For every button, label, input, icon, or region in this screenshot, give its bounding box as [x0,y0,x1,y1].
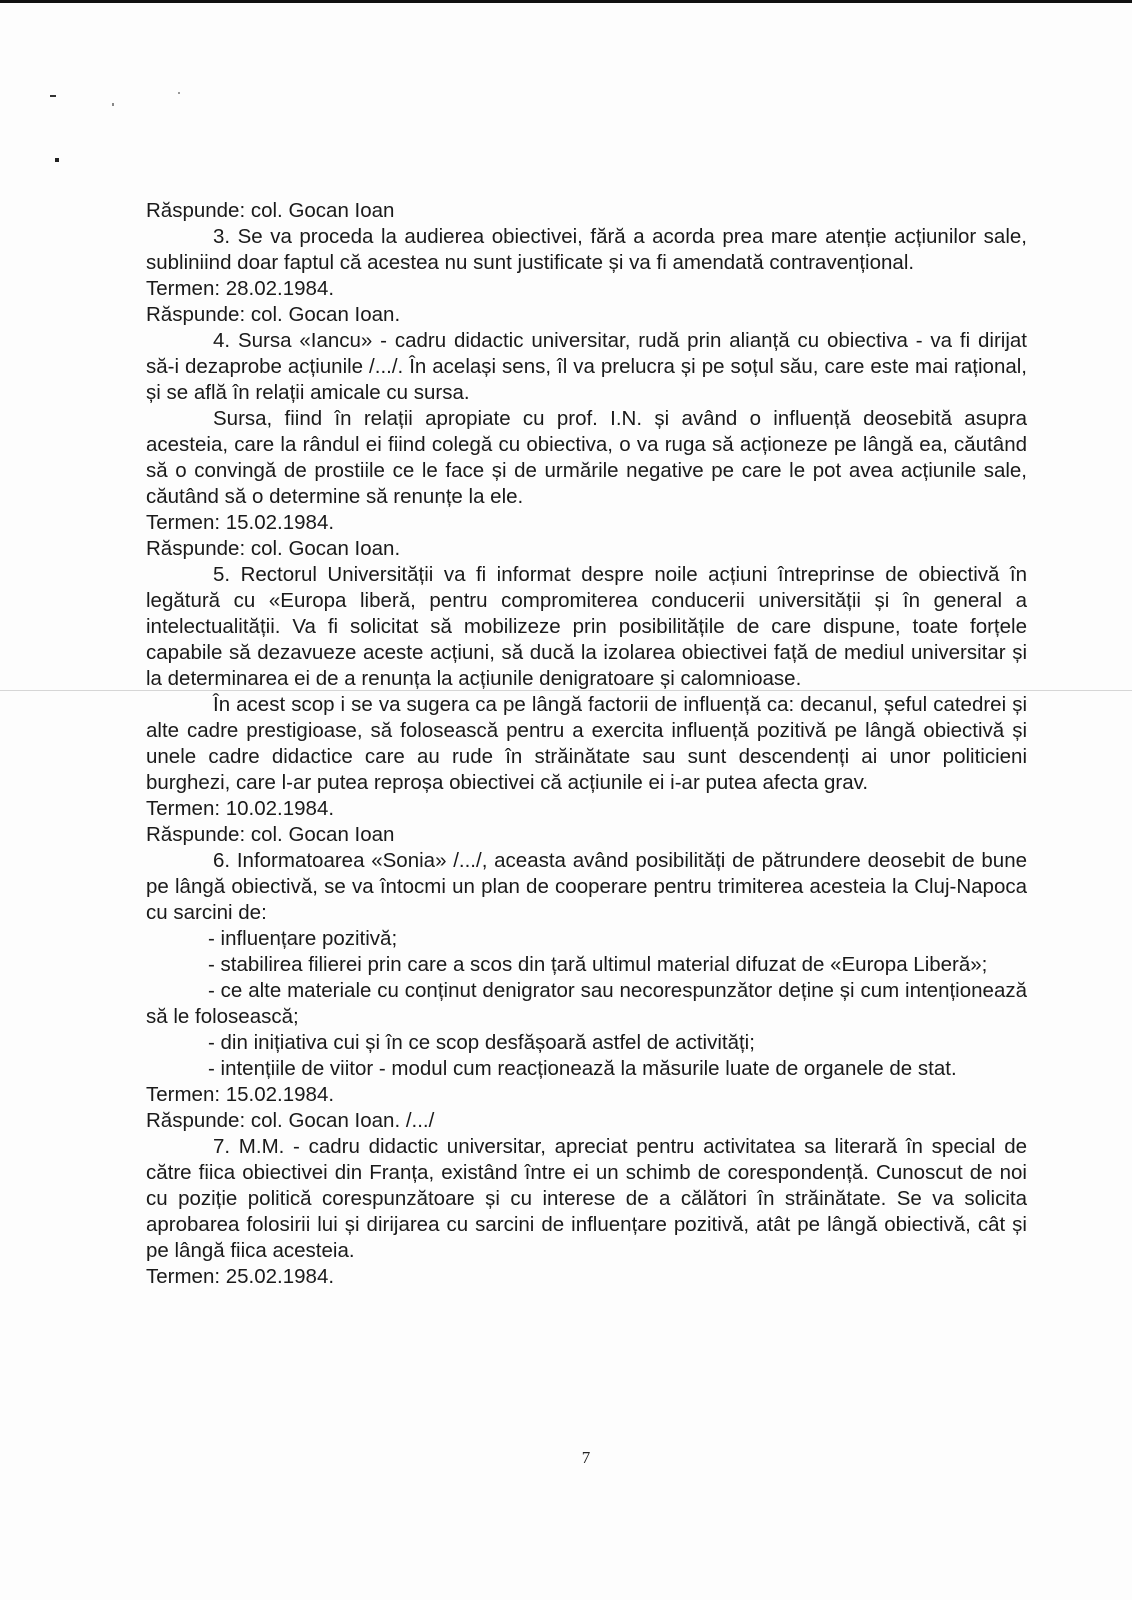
task-list-item: - stabilirea filierei prin care a scos din țară ultimul material difuzat de «Europa Liberă»; [208,953,988,976]
scan-speck [55,158,59,162]
scan-speck [112,103,114,106]
task-list-item: - din inițiativa cui și în ce scop desfășoară astfel de activități; [208,1031,755,1054]
measure-4-continued: Sursa, fiind în relații apropiate cu prof. I.N. și având o influență deosebită asupra acesteia, care la rândul ei fiind colegă cu obiectiva, o va ruga să acționeze pe lângă ea, căutând să o convingă de prostiile ce le face și de urmările negative pe care le pot avea acțiunile sale, căutând să o determine să renunțe la ele. [146,407,1027,508]
scan-speck [50,95,56,97]
deadline-line: Termen: 15.02.1984. [146,511,335,534]
measure-7: 7. M.M. - cadru didactic universitar, apreciat pentru activitatea sa literară în special de către fiica obiectivei din Franța, existând între ei un schimb de corespondență. Cunoscut de noi cu poziție politică corespunzătoare și cu interese de a călători în străinătate. Se va solicita aprobarea folosirii lui și dirijarea cu sarcini de influențare pozitivă, atât pe lângă obiectivă, cât și pe lângă fiica acesteia. [146,1135,1027,1262]
scan-speck [178,92,180,94]
deadline-line: Termen: 10.02.1984. [146,797,335,820]
deadline-line: Termen: 28.02.1984. [146,277,335,300]
deadline-line: Termen: 25.02.1984. [146,1265,335,1288]
task-list-item: - ce alte materiale cu conținut denigrator sau necorespunzător deține și cum intenționează să le folosească; [146,979,1027,1028]
deadline-line: Termen: 15.02.1984. [146,1083,335,1106]
measure-3: 3. Se va proceda la audierea obiectivei, fără a acorda prea mare atenție acțiunilor sale, subliniind doar faptul că acestea nu sunt justificate și va fi amendată contravențional. [146,225,1027,274]
document-body [146,198,1027,1290]
measure-5: 5. Rectorul Universității va fi informat despre noile acțiuni întreprinse de obiectivă în legătură cu «Europa liberă, pentru compromiterea conducerii universității și în general a intelectualității. Va fi solicitat să mobilizeze prin posibilitățile de care dispune, toate forțele capabile să dezavueze aceste acțiuni, să ducă la izolarea obiectivei față de mediul universitar și la determinarea ei de a renunța la acțiunile denigratoare și calomnioase. [146,563,1027,690]
measure-5-continued: În acest scop i se va sugera ca pe lângă factorii de influență ca: decanul, șeful catedrei și alte cadre prestigioase, să folosească pentru a exercita influență pozitivă pe lângă obiectivă și unele cadre didactice care au rude în străinătate sau sunt descendenți ai unor politicieni burghezi, care l-ar putea reproșa obiectivei că acțiunile ei i-ar putea afecta grav. [146,693,1027,794]
scan-edge [0,0,1132,3]
responsible-line: Răspunde: col. Gocan Ioan. /.../ [146,1109,435,1132]
task-list-item: - influențare pozitivă; [208,927,398,950]
responsible-line: Răspunde: col. Gocan Ioan [146,823,395,846]
responsible-line: Răspunde: col. Gocan Ioan [146,199,395,222]
measure-6: 6. Informatoarea «Sonia» /.../, aceasta având posibilități de pătrundere deosebit de bune pe lângă obiectivă, se va întocmi un plan de cooperare pentru trimiterea acesteia la Cluj-Napoca cu sarcini de: [146,849,1027,924]
page-number: 7 [581,1448,591,1467]
task-list-item: - intențiile de viitor - modul cum reacționează la măsurile luate de organele de stat. [208,1057,957,1080]
responsible-line: Răspunde: col. Gocan Ioan. [146,303,401,326]
measure-4: 4. Sursa «Iancu» - cadru didactic universitar, rudă prin alianță cu obiectiva - va fi dirijat să-i dezaprobe acțiunile /.../. În același sens, îl va prelucra și pe soțul său, care este mai rațional, și se află în relații amicale cu sursa. [146,329,1027,404]
responsible-line: Răspunde: col. Gocan Ioan. [146,537,401,560]
